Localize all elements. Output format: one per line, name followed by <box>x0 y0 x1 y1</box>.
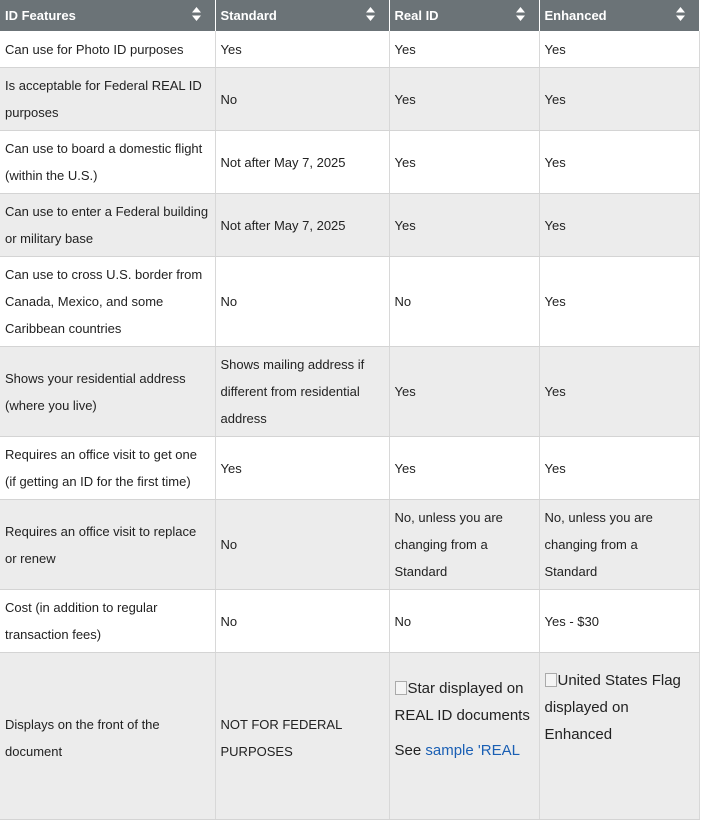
table-row <box>0 347 699 437</box>
enhanced-cell: Yes - $30 <box>539 590 699 653</box>
feature-cell: Can use to enter a Federal building or military base <box>0 194 215 257</box>
broken-image-icon <box>395 681 407 695</box>
sort-icon[interactable] <box>676 7 685 21</box>
real-id-cell: Yes <box>389 131 539 194</box>
enhanced-cell <box>539 653 699 820</box>
enhanced-cell: Yes <box>539 347 699 437</box>
real-id-cell: Yes <box>389 31 539 68</box>
standard-cell: No <box>215 500 389 590</box>
table-row <box>0 257 699 347</box>
sort-icon[interactable] <box>366 7 375 21</box>
real-id-cell: No <box>389 257 539 347</box>
column-header-real-id[interactable]: Real ID <box>389 0 539 31</box>
enhanced-cell: Yes <box>539 194 699 257</box>
real-id-cell: Yes <box>389 68 539 131</box>
standard-cell: No <box>215 590 389 653</box>
standard-cell: Yes <box>215 31 389 68</box>
broken-image-icon <box>545 673 557 687</box>
table-row <box>0 68 699 131</box>
real-id-cell: No, unless you are changing from a Standard <box>389 500 539 590</box>
column-header-id-features[interactable]: ID Features <box>0 0 215 31</box>
enhanced-cell: Yes <box>539 68 699 131</box>
table-row <box>0 131 699 194</box>
column-header-standard[interactable]: Standard <box>215 0 389 31</box>
feature-cell: Shows your residential address (where you live) <box>0 347 215 437</box>
column-header-enhanced[interactable]: Enhanced <box>539 0 699 31</box>
enhanced-cell: Yes <box>539 257 699 347</box>
enhanced-cell: No, unless you are changing from a Standard <box>539 500 699 590</box>
sample-link-line: See sample 'REAL <box>394 742 520 759</box>
table-row <box>0 500 699 590</box>
real-id-cell: Yes <box>389 437 539 500</box>
feature-cell: Cost (in addition to regular transaction fees) <box>0 590 215 653</box>
feature-cell: Displays on the front of the document <box>0 653 215 820</box>
table-header-row <box>0 0 699 31</box>
enhanced-cell: Yes <box>539 437 699 500</box>
enhanced-cell: Yes <box>539 131 699 194</box>
standard-cell: No <box>215 68 389 131</box>
enhanced-cell: Yes <box>539 31 699 68</box>
feature-cell: Can use to cross U.S. border from Canada, Mexico, and some Caribbean countries <box>0 257 215 347</box>
standard-cell: Yes <box>215 437 389 500</box>
standard-cell: No <box>215 257 389 347</box>
standard-cell: Not after May 7, 2025 <box>215 194 389 257</box>
real-id-cell: Yes <box>389 347 539 437</box>
star-image: Star displayed on REAL ID documents <box>394 680 530 724</box>
feature-cell: Can use for Photo ID purposes <box>0 31 215 68</box>
standard-cell: NOT FOR FEDERAL PURPOSES <box>215 653 389 820</box>
real-id-cell: No <box>389 590 539 653</box>
table-row <box>0 437 699 500</box>
feature-cell: Can use to board a domestic flight (within the U.S.) <box>0 131 215 194</box>
flag-image: United States Flag displayed on Enhanced <box>544 672 681 743</box>
real-id-cell: Yes <box>389 194 539 257</box>
feature-cell: Is acceptable for Federal REAL ID purposes <box>0 68 215 131</box>
feature-cell: Requires an office visit to get one (if getting an ID for the first time) <box>0 437 215 500</box>
table-row <box>0 653 699 820</box>
table-row <box>0 31 699 68</box>
feature-cell: Requires an office visit to replace or renew <box>0 500 215 590</box>
standard-cell: Not after May 7, 2025 <box>215 131 389 194</box>
sample-real-id-link[interactable]: sample 'REAL <box>425 742 520 759</box>
table-row <box>0 590 699 653</box>
sort-icon[interactable] <box>192 7 201 21</box>
real-id-cell <box>389 653 539 820</box>
sort-icon[interactable] <box>516 7 525 21</box>
standard-cell: Shows mailing address if different from residential address <box>215 347 389 437</box>
table-row <box>0 194 699 257</box>
